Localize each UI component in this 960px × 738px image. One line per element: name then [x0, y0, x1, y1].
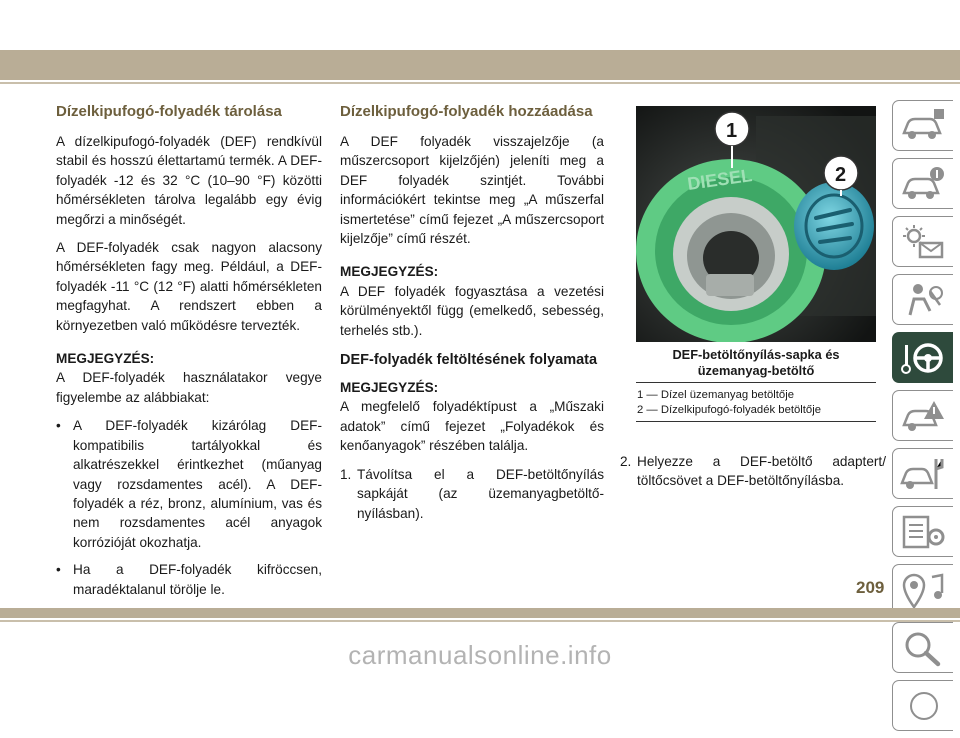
paragraph: A DEF-folyadék csak nagyon alacsony hőmérsékleten fagy meg. Például, a DEF-folyadék -11 °C (12 °F) alatti hőmérsékleten megfagyhat. A rendszert ebben a környezetben való működésre tervezték. — [56, 240, 322, 333]
car-warning-icon — [900, 397, 946, 435]
tab-sun-mail[interactable] — [892, 216, 953, 267]
note-label: MEGJEGYZÉS: — [56, 351, 155, 367]
music-location-icon — [900, 571, 946, 609]
bullet-list — [56, 416, 322, 599]
step-number: 2. — [620, 454, 632, 469]
tab-car-info[interactable] — [892, 100, 953, 151]
person-airbag-icon — [900, 281, 946, 319]
note-block — [56, 349, 322, 407]
paragraph: A DEF folyadék visszajelzője (a műszercsoport kijelzőjén) jeleníti meg a DEF folyadék szintjét. További információkért tekintse meg „A műszerfal ismertetése” című fejezet „A műszercsoport kijelzője” című részét. — [340, 134, 604, 247]
bullet-icon: • — [56, 562, 61, 578]
note-label: MEGJEGYZÉS: — [340, 264, 439, 280]
svg-text:1: 1 — [726, 120, 738, 142]
alphabet-index-icon — [900, 687, 946, 725]
bottom-rule — [0, 620, 960, 622]
note-label: MEGJEGYZÉS: — [340, 380, 439, 396]
caption-item: 1 — Dízel üzemanyag betöltője — [637, 389, 794, 401]
fuel-filler-illustration — [636, 106, 876, 342]
list-item: • Ha a DEF-folyadék kifröccsen, maradéktalanul törölje le. — [56, 562, 322, 597]
note-block — [340, 378, 604, 456]
page-number: 209 — [856, 578, 885, 597]
step-2 — [620, 452, 886, 491]
step-2-line-1: Helyezze a DEF-betöltő adaptert/ — [637, 454, 886, 469]
tab-car-alert[interactable] — [892, 158, 953, 209]
note-text: A DEF-folyadék használatakor vegye figyelembe az alábbiakat: — [56, 370, 322, 405]
figure-caption-items — [637, 388, 877, 418]
note-block — [340, 262, 604, 340]
step-number: 1. — [340, 466, 352, 482]
tab-car-warning[interactable] — [892, 390, 953, 441]
middle-column — [340, 102, 604, 531]
car-info-icon — [900, 107, 946, 145]
tab-car-tools[interactable] — [892, 448, 953, 499]
key-steering-wheel-icon — [900, 339, 946, 377]
bottom-band — [0, 608, 960, 618]
watermark: carmanualsonline.info — [348, 640, 612, 670]
list-item: • A DEF-folyadék kizárólag DEF-kompatibilis tartályokkal és alkatrészekkel érintkezhet (műanyag vagy rozsdamentes acél). A DEF-folyadék a réz, bronz, alumínium, vas és nem rozsdamentes acél anyagok korrózióját okozhatja. — [56, 418, 322, 550]
note-text: A DEF folyadék fogyasztása a vezetési körülményektől függ (emelkedő, sebesség, terhelés stb.). — [340, 283, 604, 338]
step-item: 1. Távolítsa el a DEF-betöltőnyílás sapkáját (az üzemanyagbetöltő-nyílásban). — [340, 466, 604, 521]
svg-text:2: 2 — [835, 164, 847, 186]
note-text: A megfelelő folyadéktípust a „Műszaki adatok” című fejezet „Folyadékok és kenőanyagok” részében találja. — [340, 399, 604, 454]
tab-starting-driving[interactable] — [892, 332, 953, 383]
section-title-adding: Dízelkipufogó-folyadék hozzáadása — [340, 103, 593, 120]
step-list — [340, 465, 604, 523]
diesel-label: DIESEL — [686, 165, 754, 194]
step-2-line-2: töltőcsövet a DEF-betöltőnyílásba. — [637, 473, 845, 489]
figure-caption-title: DEF-betöltőnyílás-sapka és üzemanyag-betöltő — [672, 347, 840, 378]
tab-index[interactable] — [892, 680, 953, 731]
bullet-icon: • — [56, 418, 61, 434]
caption-item: 2 — Dízelkipufogó-folyadék betöltője — [637, 404, 821, 416]
caption-separator — [636, 382, 876, 383]
paragraph: A dízelkipufogó-folyadék (DEF) rendkívül stabil és hosszú élettartamú termék. A DEF-folyadék -12 és 32 °C (10–90 °F) közötti hőmérsékleten tárolva legalább egy évig megőrzi a minőségét. — [56, 134, 322, 227]
fuel-filler-photo — [636, 106, 876, 342]
tab-gauge-settings[interactable] — [892, 506, 953, 557]
tab-person-airbag[interactable] — [892, 274, 953, 325]
top-band — [0, 50, 960, 80]
top-rule — [0, 82, 960, 84]
gauge-settings-icon — [900, 513, 946, 551]
car-tools-icon — [900, 455, 946, 493]
section-title-storage: Dízelkipufogó-folyadék tárolása — [56, 103, 282, 120]
caption-separator — [636, 421, 876, 422]
top-margin — [0, 0, 960, 50]
car-alert-icon — [900, 165, 946, 203]
left-column — [56, 102, 322, 607]
sun-mail-icon — [900, 223, 946, 261]
subsection-title: DEF-folyadék feltöltésének folyamata — [340, 352, 598, 369]
